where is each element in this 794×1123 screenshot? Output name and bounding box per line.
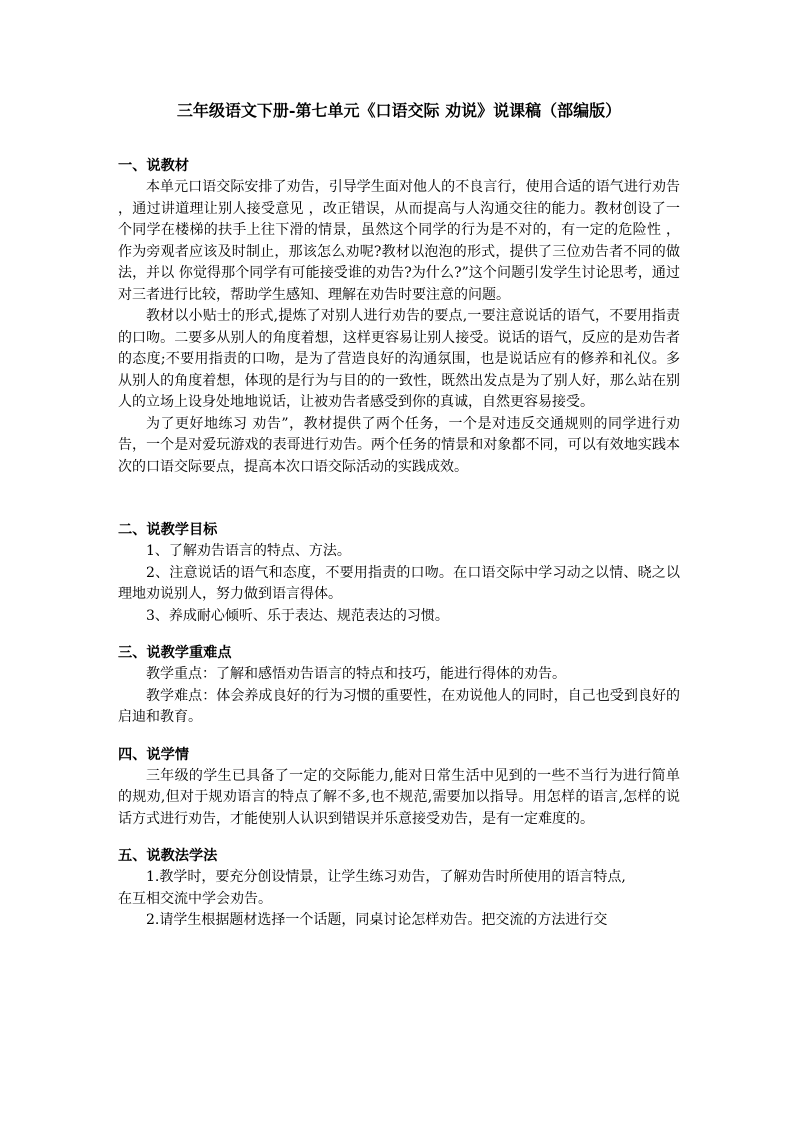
paragraph: 教材以小贴士的形式,提炼了对别人进行劝告的要点,一要注意说话的语气，不要用指责的口吻。二要多从别人的角度着想，这样更容易让别人接受。说话的语气，反应的是劝告者的态度;不要用指责的口吻，是为了营造良好的沟通氛围，也是说话应有的修养和礼仪。多从别人的角度着想，体现的是行为与目的的一致性，既然出发点是为了别人好，那么站在别人的立场上设身处地地说话，让被劝告者感受到你的真诚，自然更容易接受。 [118, 308, 680, 410]
section-heading: 四、说学情 [118, 746, 189, 763]
section-heading: 三、说教学重难点 [118, 645, 232, 661]
paragraph: 1.教学时，要充分创设情景，让学生练习劝告，了解劝告时所使用的语言特点, [146, 869, 626, 885]
section-student-situation [118, 745, 680, 831]
section-textbook [118, 156, 680, 478]
section-key-points [118, 643, 680, 729]
paragraph: 3、养成耐心倾听、乐于表达、规范表达的习惯。 [146, 607, 449, 624]
paragraph: 为了更好地练习 劝告”，教材提供了两个任务，一个是对违反交通规则的同学进行劝告，一个是对爱玩游戏的表哥进行劝告。两个任务的情景和对象都不同，可以有效地实践本次的口语交际要点，提高本次口语交际活动的实践成效。 [118, 415, 680, 475]
spacer [118, 830, 680, 846]
paragraph: 本单元口语交际安排了劝告，引导学生面对他人的不良言行，使用合适的语气进行劝告 ，通过讲道理让别人接受意见 ，改正错误，从而提高与人沟通交往的能力。教材创设了一个同学在楼梯的扶手上往下滑的情景，虽然这个同学的行为是不对的，有一定的危险性 ，作为旁观者应该及时制止，那该怎么劝呢?教材以泡泡的形式，提供了三位劝告者不同的做法，并以 你觉得那个同学有可能接受谁的劝告?为什么?”这个问题引发学生讨论思考，通过对三者进行比较，帮助学生感知、理解在劝告时要注意的问题。 [118, 179, 680, 303]
section-heading: 五、说教法学法 [118, 848, 218, 864]
section-methods [118, 846, 680, 932]
paragraph: 三年级的学生已具备了一定的交际能力,能对日常生活中见到的一些不当行为进行简单的规劝,但对于规劝语言的特点了解不多,也不规范,需要加以指导。用怎样的语言,怎样的说话方式进行劝告，才能使别人认识到错误并乐意接受劝告，是有一定难度的。 [118, 767, 680, 827]
paragraph: 在互相交流中学会劝告。 [118, 890, 272, 907]
paragraph: 教学难点：体会养成良好的行为习惯的重要性，在劝说他人的同时，自己也受到良好的启迪和教育。 [118, 687, 680, 725]
document-page [118, 100, 680, 932]
paragraph: 2、注意说话的语气和态度，不要用指责的口吻。在口语交际中学习动之以情、晓之以理地劝说别人，努力做到语言得体。 [118, 564, 680, 602]
spacer [118, 627, 680, 643]
spacer [118, 729, 680, 745]
paragraph: 2.请学生根据题材选择一个话题，同桌讨论怎样劝告。把交流的方法进行交 [146, 912, 608, 928]
spacer [118, 478, 680, 520]
section-heading: 二、说教学目标 [118, 522, 218, 538]
document-title: 三年级语文下册-第七单元《口语交际 劝说》说课稿（部编版） [176, 101, 622, 120]
paragraph: 1、了解劝告语言的特点、方法。 [146, 543, 351, 559]
section-heading: 一、说教材 [118, 158, 189, 174]
section-teaching-goals [118, 520, 680, 627]
paragraph: 教学重点：了解和感悟劝告语言的特点和技巧，能进行得体的劝告。 [146, 666, 566, 682]
